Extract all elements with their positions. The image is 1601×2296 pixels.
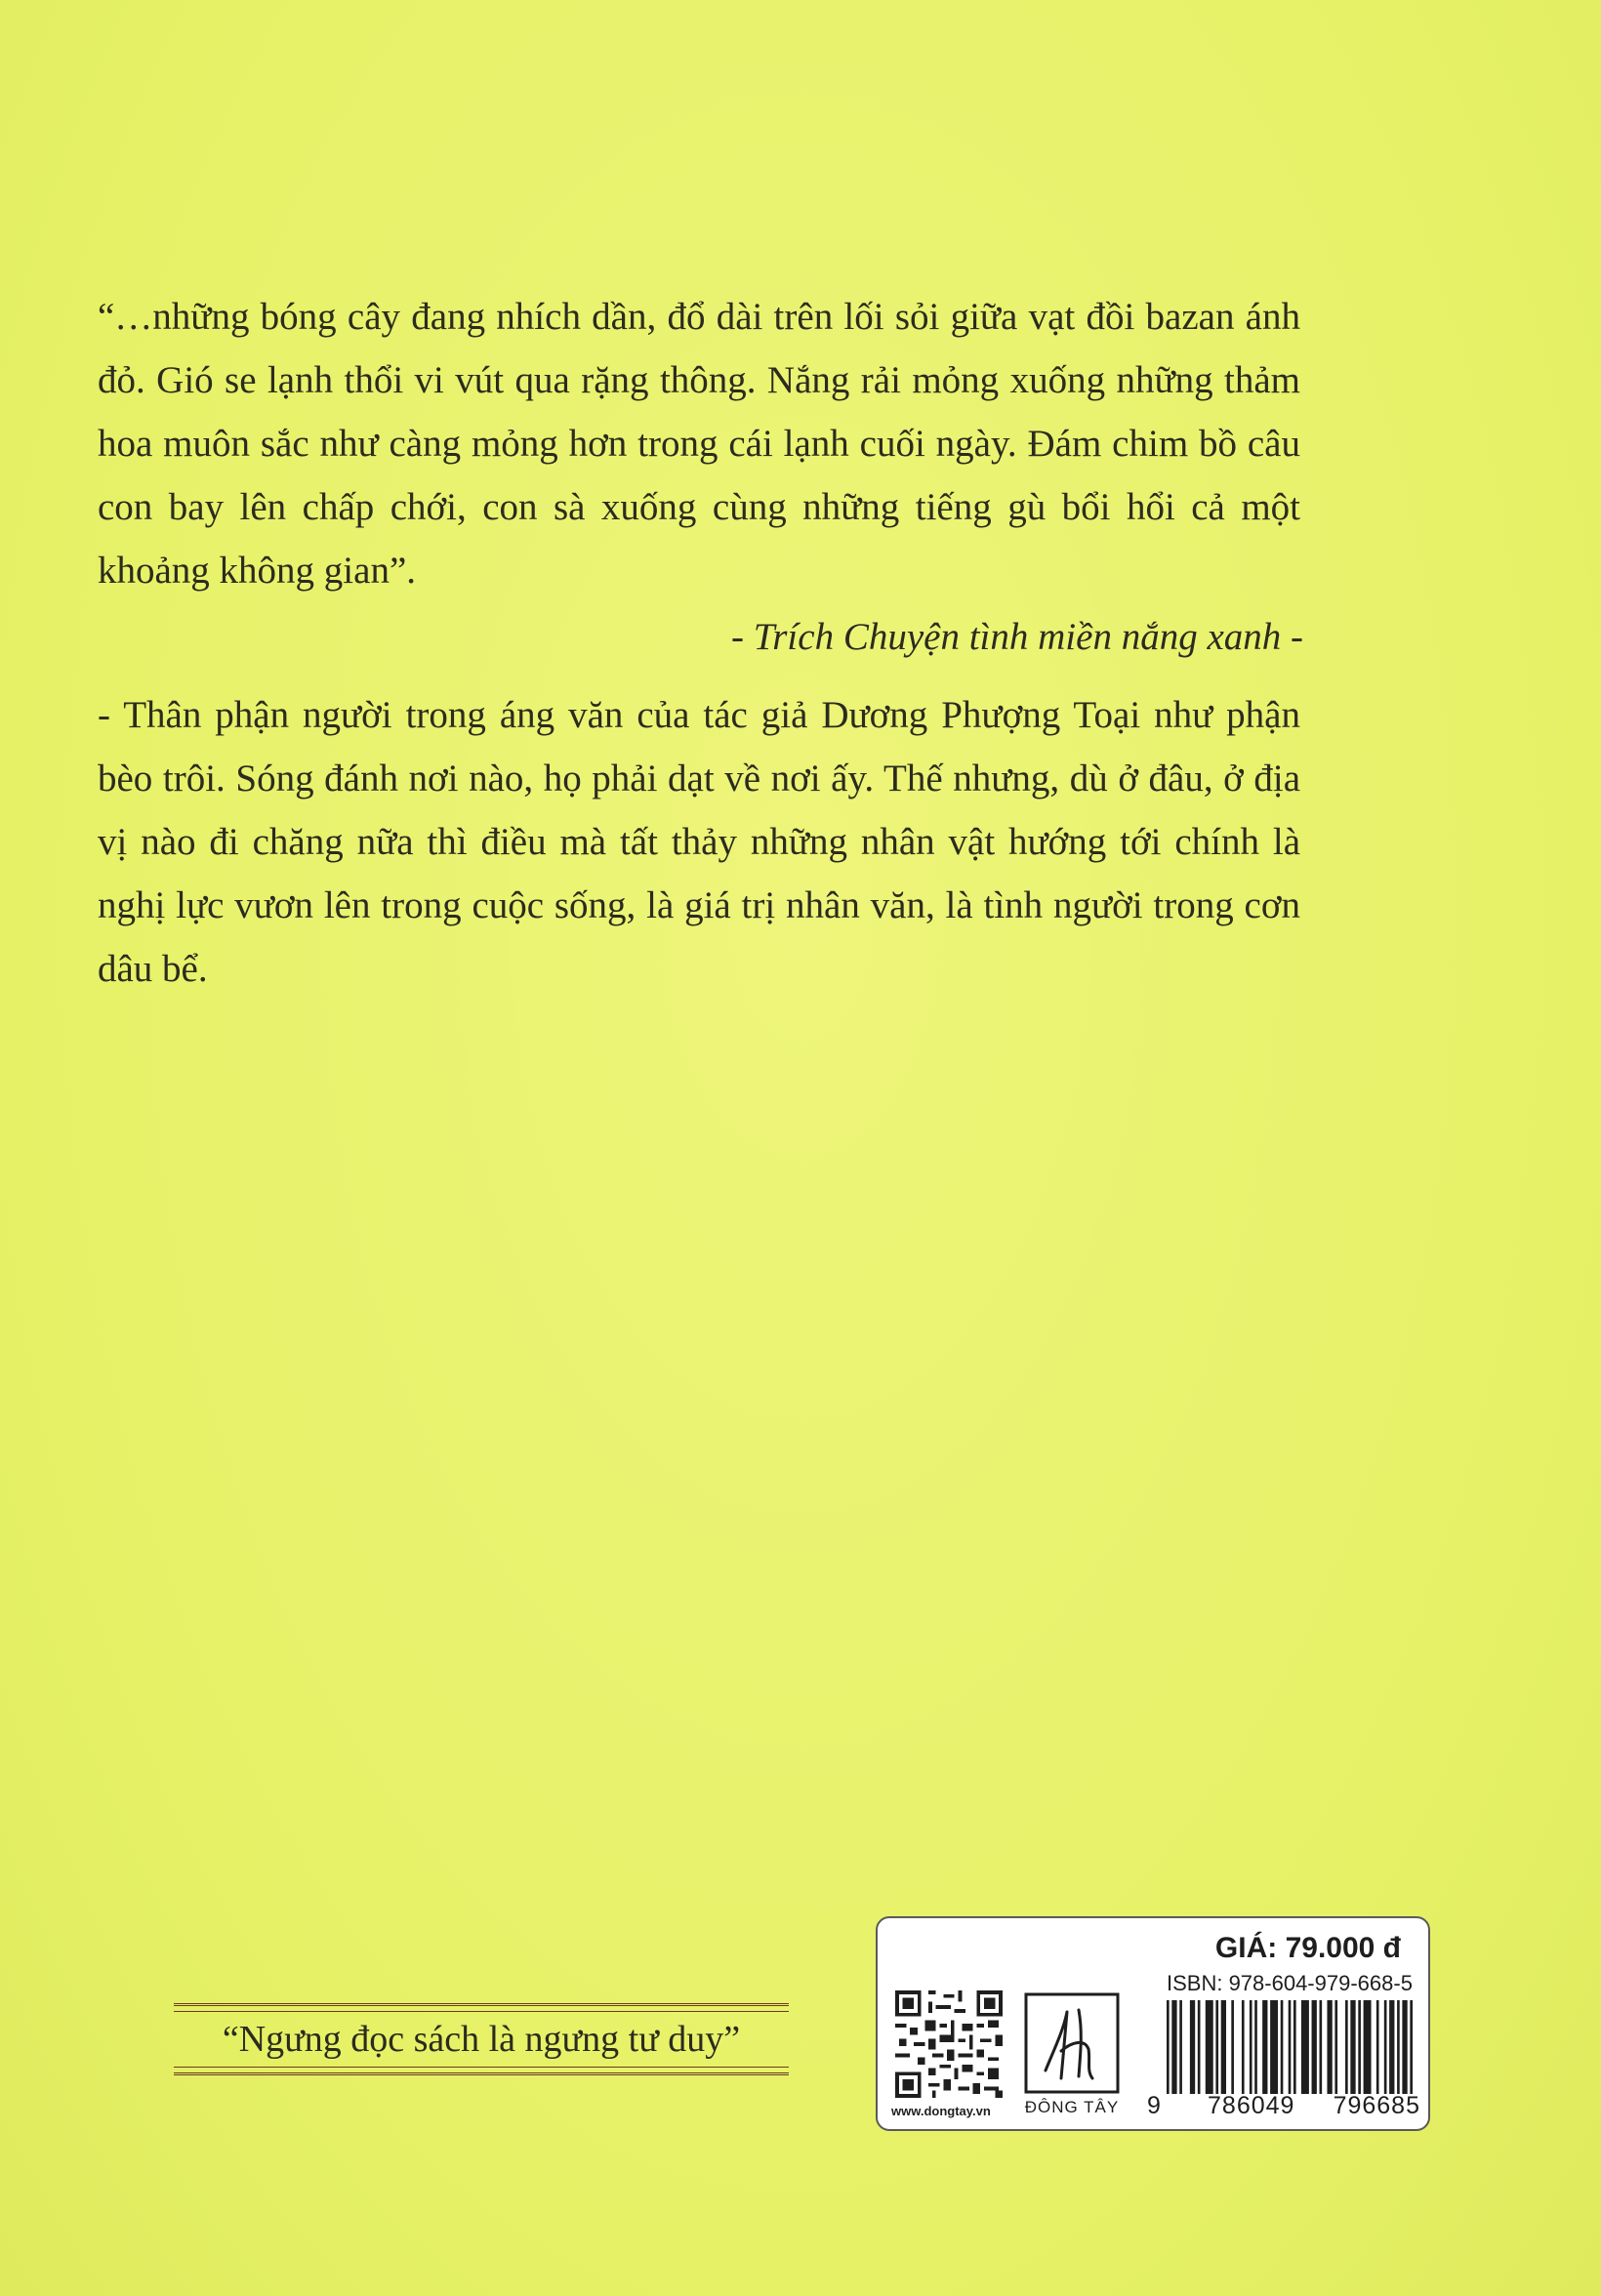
barcode-bar — [1358, 2000, 1361, 2094]
book-commentary: - Thân phận người trong áng văn của tác giả Dương Phượng Toại như phận bèo trôi. Sóng đánh nơi nào, họ phải dạt về nơi ấy. Thế nhưng, dù ở đâu, ở địa vị nào đi chăng nữa thì điều mà tất thảy những nhân vật hướng tới chính là nghị lực vươn lên trong cuộc sống, là giá trị nhân văn, là tình người trong cơn dâu bể. — [98, 694, 1300, 990]
barcode-bar — [1327, 2000, 1332, 2094]
barcode-bar — [1389, 2000, 1394, 2094]
motto-box — [174, 2003, 789, 2075]
barcode-bar — [1231, 2000, 1234, 2094]
motto-text: “Ngưng đọc sách là ngưng tư duy” — [222, 2019, 741, 2060]
barcode-bar — [1289, 2000, 1292, 2094]
barcode-bar — [1270, 2000, 1278, 2094]
barcode-bar — [1221, 2000, 1226, 2094]
barcode-bar — [1320, 2000, 1323, 2094]
barcode-bar — [1410, 2000, 1413, 2094]
barcode-bar — [1190, 2000, 1195, 2094]
excerpt-attribution: - Trích Chuyện tình miền nắng xanh - — [730, 616, 1303, 658]
barcode-bar — [1215, 2000, 1218, 2094]
publisher-logo-icon — [1024, 1992, 1120, 2094]
barcode-bar — [1206, 2000, 1213, 2094]
price-text: GIÁ: 79.000 đ — [1214, 1932, 1401, 1964]
barcode-bar — [1364, 2000, 1372, 2094]
barcode-group-2: 796685 — [1333, 2092, 1420, 2119]
barcode-digits — [1147, 2092, 1420, 2120]
barcode-first-digit: 9 — [1147, 2092, 1162, 2119]
barcode-bar — [1198, 2000, 1201, 2094]
barcode-bar — [1301, 2000, 1309, 2094]
barcode-icon — [1167, 2000, 1413, 2094]
isbn-text: ISBN: 978-604-979-668-5 — [1167, 1971, 1413, 1995]
barcode-bar — [1242, 2000, 1245, 2094]
barcode-group-1: 786049 — [1208, 2092, 1295, 2119]
barcode-bar — [1254, 2000, 1257, 2094]
barcode-bar — [1397, 2000, 1400, 2094]
barcode-bar — [1376, 2000, 1379, 2094]
barcode-bar — [1250, 2000, 1252, 2094]
barcode-bar — [1281, 2000, 1284, 2094]
barcode-bar — [1171, 2000, 1176, 2094]
price-barcode-label — [876, 1916, 1430, 2131]
barcode-bar — [1345, 2000, 1348, 2094]
barcode-bar — [1167, 2000, 1170, 2094]
barcode-bar — [1384, 2000, 1387, 2094]
barcode-bar — [1350, 2000, 1355, 2094]
barcode-bar — [1334, 2000, 1337, 2094]
barcode-bar — [1262, 2000, 1267, 2094]
barcode-bar — [1312, 2000, 1317, 2094]
website-text: www.dongtay.vn — [891, 2104, 991, 2118]
qr-code-icon — [895, 1990, 1003, 2098]
barcode-bar — [1293, 2000, 1296, 2094]
excerpt-quote: “…những bóng cây đang nhích dần, đổ dài trên lối sỏi giữa vạt đồi bazan ánh đỏ. Gió se lạnh thổi vi vút qua rặng thông. Nắng rải mỏng xuống những thảm hoa muôn sắc như càng mỏng hơn trong cái lạnh cuối ngày. Đám chim bồ câu con bay lên chấp chới, con sà xuống cùng những tiếng gù bổi hổi cả một khoảng không gian”. — [98, 296, 1300, 592]
publisher-name: ĐÔNG TÂY — [1024, 2098, 1120, 2116]
barcode-bar — [1179, 2000, 1182, 2094]
barcode-bar — [1402, 2000, 1407, 2094]
